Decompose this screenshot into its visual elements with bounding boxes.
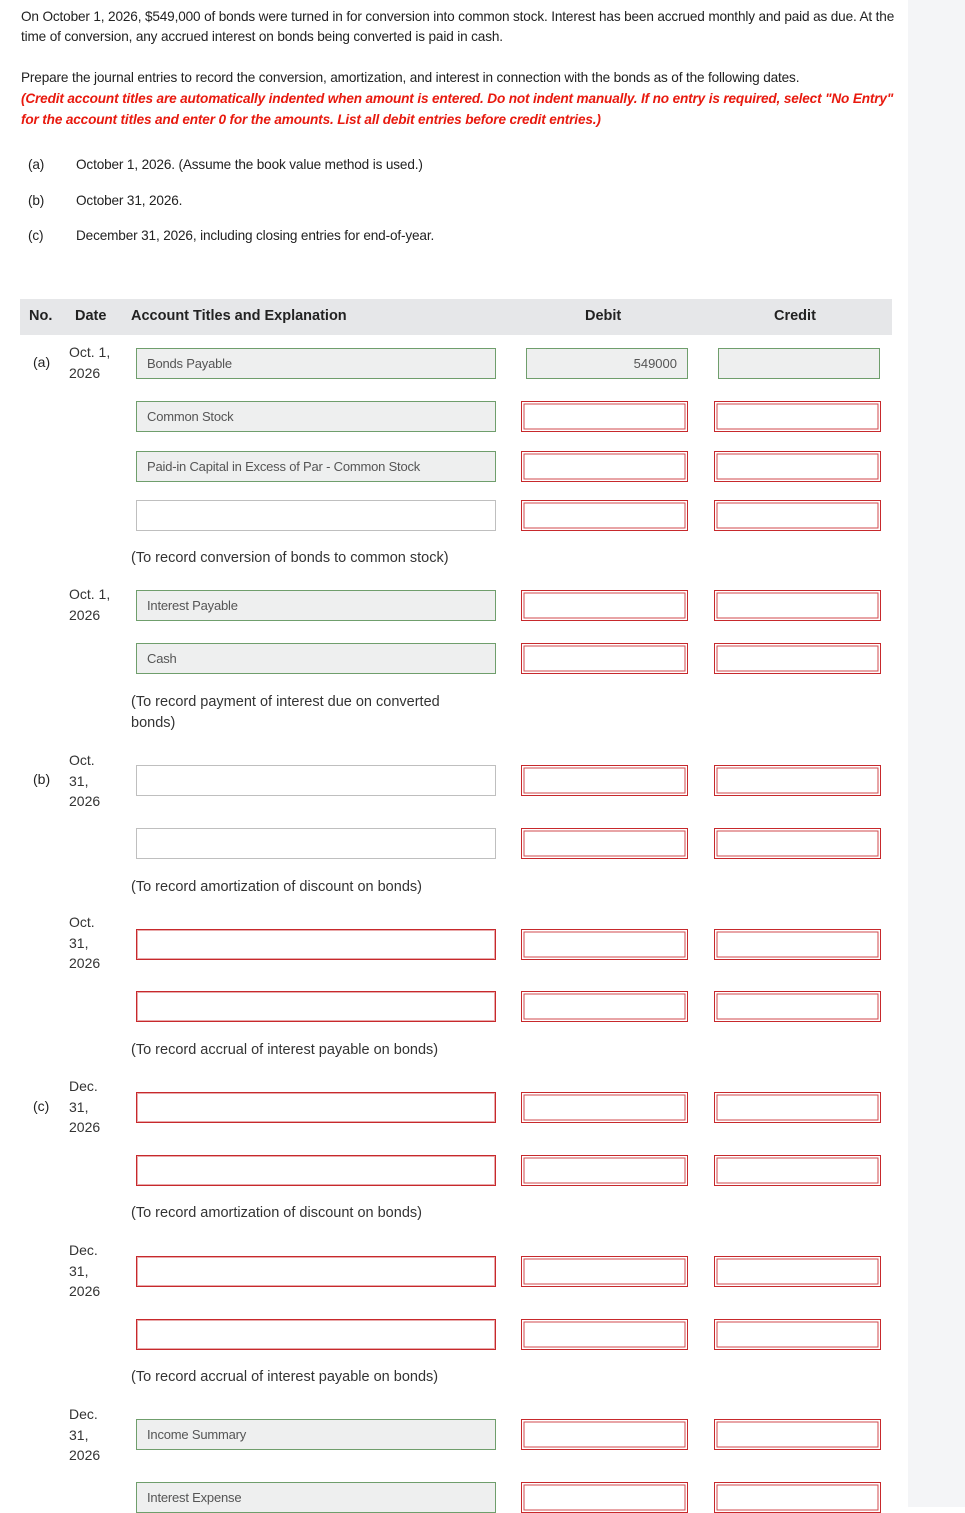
debit-amount-field[interactable] bbox=[521, 451, 688, 482]
debit-amount-field[interactable] bbox=[521, 401, 688, 432]
account-title-field[interactable]: Interest Expense bbox=[136, 1482, 496, 1513]
account-title-field[interactable] bbox=[136, 765, 496, 796]
debit-amount-field[interactable] bbox=[521, 929, 688, 960]
entry-date bbox=[69, 1240, 100, 1302]
debit-amount-field[interactable] bbox=[521, 765, 688, 796]
account-title-field[interactable] bbox=[136, 1319, 496, 1350]
date-line: 2026 bbox=[69, 1119, 101, 1135]
debit-amount-field[interactable]: 549000 bbox=[526, 348, 688, 379]
debit-amount-field[interactable] bbox=[521, 1092, 688, 1123]
credit-amount-field[interactable] bbox=[714, 401, 881, 432]
credit-amount-field[interactable] bbox=[714, 1256, 881, 1287]
part-label: (b) bbox=[28, 193, 45, 208]
entry-date bbox=[69, 342, 110, 383]
account-title-field[interactable] bbox=[136, 929, 496, 960]
account-title-field[interactable] bbox=[136, 1092, 496, 1123]
entry-date bbox=[69, 584, 110, 625]
date-line: Oct. 1, bbox=[69, 344, 111, 360]
entry-no-c: (c) bbox=[33, 1098, 50, 1114]
credit-amount-field[interactable] bbox=[714, 1482, 881, 1513]
table-header bbox=[20, 299, 892, 335]
entry-explanation: (To record accrual of interest payable on bonds) bbox=[131, 1369, 439, 1385]
date-line: 31, bbox=[69, 934, 89, 951]
header-no: No. bbox=[29, 308, 53, 324]
header-credit: Credit bbox=[774, 308, 816, 324]
credit-amount-field[interactable] bbox=[714, 500, 881, 531]
entry-no-a: (a) bbox=[33, 354, 51, 370]
credit-amount-field[interactable] bbox=[714, 1155, 881, 1186]
date-line: Dec. bbox=[69, 1242, 98, 1258]
entry-explanation: (To record amortization of discount on bonds) bbox=[131, 879, 422, 895]
debit-amount-field[interactable] bbox=[521, 590, 688, 621]
part-label: (c) bbox=[28, 228, 44, 243]
account-title-field[interactable]: Interest Payable bbox=[136, 590, 496, 621]
credit-amount-field[interactable] bbox=[714, 929, 881, 960]
date-line: 2026 bbox=[69, 364, 101, 381]
debit-amount-field[interactable] bbox=[521, 1482, 688, 1513]
page-margin bbox=[908, 0, 965, 1507]
header-debit: Debit bbox=[585, 308, 622, 324]
account-title-field[interactable] bbox=[136, 828, 496, 859]
part-label: (a) bbox=[28, 157, 45, 172]
credit-amount-field[interactable] bbox=[718, 348, 880, 379]
date-line: 31, bbox=[69, 1426, 89, 1443]
part-text: October 31, 2026. bbox=[76, 193, 183, 208]
date-line: Dec. bbox=[69, 1078, 98, 1094]
instructions bbox=[21, 67, 901, 130]
problem-statement bbox=[21, 7, 901, 47]
part-text: December 31, 2026, including closing entries for end-of-year. bbox=[76, 228, 435, 243]
entry-date bbox=[69, 1404, 100, 1466]
debit-amount-field[interactable] bbox=[521, 1256, 688, 1287]
debit-amount-field[interactable] bbox=[521, 991, 688, 1022]
account-title-field[interactable] bbox=[136, 1155, 496, 1186]
credit-amount-field[interactable] bbox=[714, 1092, 881, 1123]
account-title-field[interactable]: Paid-in Capital in Excess of Par - Common Stock bbox=[136, 451, 496, 482]
header-account: Account Titles and Explanation bbox=[131, 308, 347, 324]
date-line: 2026 bbox=[69, 793, 101, 809]
date-line: 2026 bbox=[69, 1283, 101, 1299]
debit-amount-field[interactable] bbox=[521, 828, 688, 859]
account-title-field[interactable] bbox=[136, 1256, 496, 1287]
credit-amount-field[interactable] bbox=[714, 451, 881, 482]
date-line: 31, bbox=[69, 772, 89, 789]
entry-date bbox=[69, 750, 100, 812]
debit-amount-field[interactable] bbox=[521, 643, 688, 674]
account-title-field[interactable]: Cash bbox=[136, 643, 496, 674]
credit-amount-field[interactable] bbox=[714, 828, 881, 859]
instruction-note: (Credit account titles are automatically indented when amount is entered. Do not indent manually. If no entry is required, select "No Entry" for the account titles and enter 0 for the amounts. List all debit entries before credit entries.) bbox=[21, 91, 894, 127]
account-title-field[interactable]: Bonds Payable bbox=[136, 348, 496, 379]
date-line: 31, bbox=[69, 1098, 89, 1115]
debit-amount-field[interactable] bbox=[521, 1319, 688, 1350]
date-line: 2026 bbox=[69, 606, 101, 623]
part-text: October 1, 2026. (Assume the book value method is used.) bbox=[76, 157, 423, 172]
debit-amount-field[interactable] bbox=[521, 1419, 688, 1450]
debit-amount-field[interactable] bbox=[521, 500, 688, 531]
entry-explanation: (To record conversion of bonds to common stock) bbox=[131, 550, 449, 566]
entry-no-b: (b) bbox=[33, 771, 51, 787]
date-line: 31, bbox=[69, 1262, 89, 1279]
entry-date bbox=[69, 912, 100, 974]
header-date: Date bbox=[75, 308, 107, 324]
date-line: Oct. 1, bbox=[69, 586, 111, 602]
account-title-field[interactable]: Income Summary bbox=[136, 1419, 496, 1450]
date-line: Oct. bbox=[69, 752, 95, 768]
credit-amount-field[interactable] bbox=[714, 590, 881, 621]
entry-explanation: (To record payment of interest due on converted bonds) bbox=[131, 694, 440, 731]
date-line: Dec. bbox=[69, 1406, 98, 1422]
date-line: Oct. bbox=[69, 914, 95, 930]
account-title-field[interactable] bbox=[136, 991, 496, 1022]
credit-amount-field[interactable] bbox=[714, 1319, 881, 1350]
credit-amount-field[interactable] bbox=[714, 991, 881, 1022]
date-line: 2026 bbox=[69, 955, 101, 971]
credit-amount-field[interactable] bbox=[714, 643, 881, 674]
debit-amount-field[interactable] bbox=[521, 1155, 688, 1186]
credit-amount-field[interactable] bbox=[714, 1419, 881, 1450]
entry-explanation: (To record accrual of interest payable on bonds) bbox=[131, 1042, 439, 1058]
entry-explanation: (To record amortization of discount on bonds) bbox=[131, 1205, 422, 1221]
account-title-field[interactable] bbox=[136, 500, 496, 531]
intro-paragraph: On October 1, 2026, $549,000 of bonds were turned in for conversion into common stock. Interest has been accrued monthly and paid as due. At the time of conversion, any accrued interest on bonds being converted is paid in cash. bbox=[21, 9, 895, 44]
account-title-field[interactable]: Common Stock bbox=[136, 401, 496, 432]
prepare-text: Prepare the journal entries to record the conversion, amortization, and interest in connection with the bonds as of the following dates. bbox=[21, 70, 800, 85]
credit-amount-field[interactable] bbox=[714, 765, 881, 796]
date-line: 2026 bbox=[69, 1447, 101, 1463]
entry-date bbox=[69, 1076, 100, 1138]
